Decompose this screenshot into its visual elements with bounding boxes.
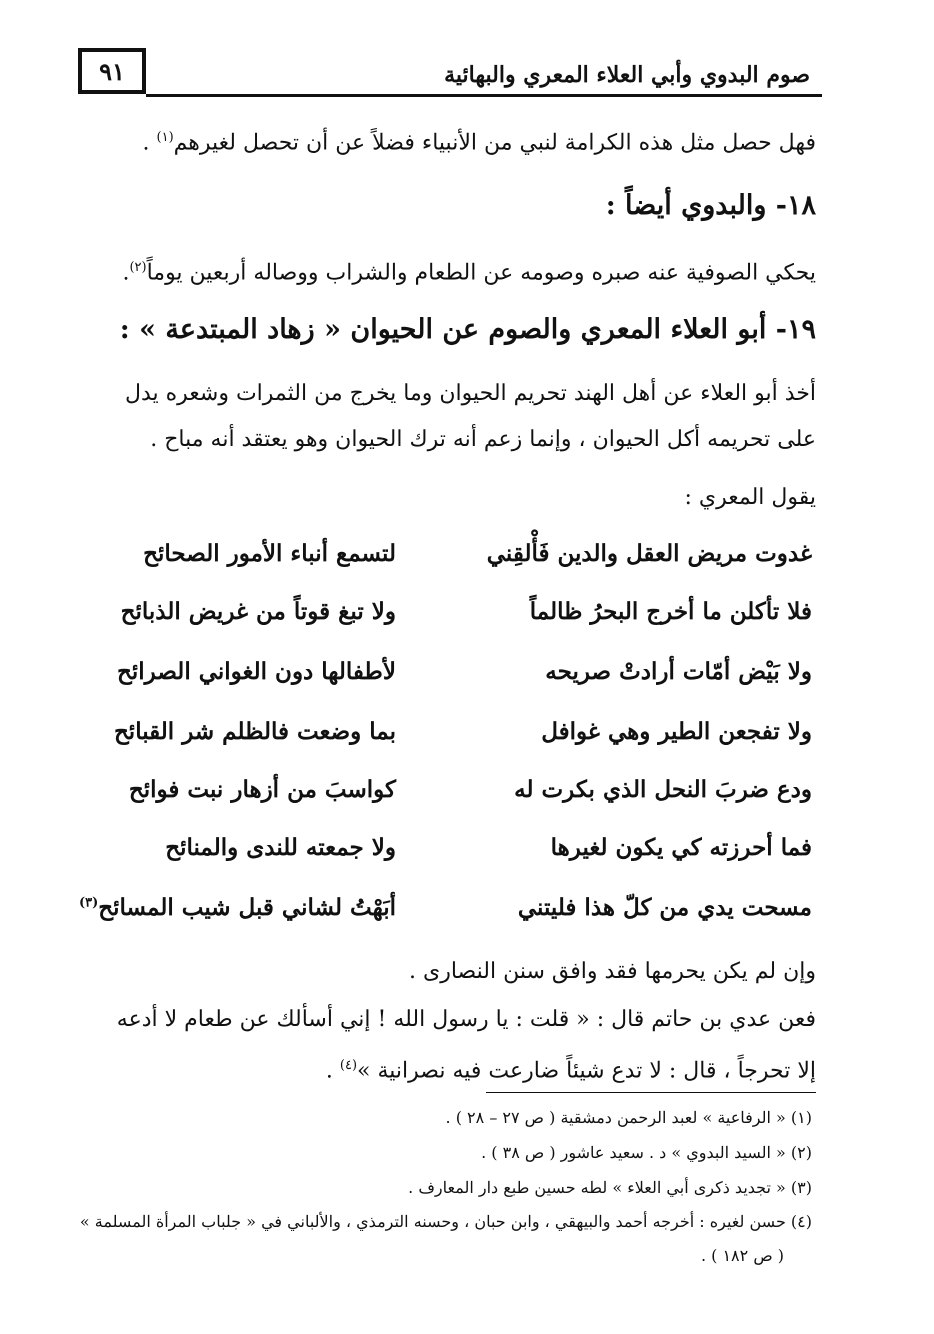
body-text: إلا تحرجاً ، قال : لا تدع شيئاً ضارعت فيه نصرانية » (357, 1058, 816, 1084)
page-number: ٩١ (99, 56, 125, 86)
body-text: فهل حصل مثل هذه الكرامة لنبي من الأنبياء فضلاً عن أن تحصل لغيرهم (173, 130, 816, 156)
footnote-4-continued: ( ص ١٨٢ ) . (700, 1246, 784, 1265)
hadith-line-1: فعن عدي بن حاتم قال : « قلت : يا رسول الله ! إني أسألك عن طعام لا أدعه (116, 1007, 816, 1032)
verse-4-second-hemistich: بما وضعت فالظلم شر القبائح (113, 718, 396, 745)
page-header (70, 40, 822, 102)
section-19-line-2: على تحريمه أكل الحيوان ، وإنما زعم أنه ترك الحيوان وهو يعتقد أنه مباح . (150, 427, 816, 452)
footnote-ref: (٤) (339, 1058, 358, 1073)
verse-3-first-hemistich: ولا بَيْض أمّات أرادتْ صريحه (545, 658, 812, 685)
footnote-2: (٢) « السيد البدوي » د . سعيد عاشور ( ص ٣٨ ) . (481, 1143, 812, 1162)
poem-intro: يقول المعري : (684, 485, 816, 510)
section-19-line-1: أخذ أبو العلاء عن أهل الهند تحريم الحيوان وما يخرج من الثمرات وشعره يدل (124, 381, 816, 406)
verse-text: أبَهْتُ لشاني قبل شيب المسائح (98, 894, 396, 921)
body-text: يحكي الصوفية عنه صبره وصومه عن الطعام والشراب ووصاله أربعين يوماً (146, 260, 816, 286)
verse-7-first-hemistich: مسحت يدي من كلّ هذا فليتني (517, 894, 812, 921)
verse-5-second-hemistich: كواسبَ من أزهار نبت فوائح (128, 776, 396, 803)
running-title: صوم البدوي وأبي العلاء المعري والبهائية (444, 62, 810, 88)
body-text-end: . (142, 130, 157, 156)
verse-1-second-hemistich: لتسمع أنباء الأمور الصحائح (143, 540, 396, 567)
verse-4-first-hemistich: ولا تفجعن الطير وهي غوافل (541, 718, 812, 745)
verse-1-first-hemistich: غدوت مريض العقل والدين فَأْلقِني (486, 540, 812, 567)
footnote-separator (486, 1092, 816, 1093)
section-heading-18: ١٨- والبدوي أيضاً : (605, 190, 816, 221)
page-number-box (78, 48, 146, 94)
footnote-3: (٣) « تجديد ذكرى أبي العلاء » لطه حسين طبع دار المعارف . (408, 1178, 812, 1197)
body-text-end: . (325, 1058, 340, 1084)
footnote-4: (٤) حسن لغيره : أخرجه أحمد والبيهقي ، وابن حبان ، وحسنه الترمذي ، والألباني في « جلباب المرأة المسلمة » (79, 1212, 812, 1231)
footnote-ref: (١) (156, 130, 174, 145)
verse-2-second-hemistich: ولا تبغ قوتاً من غريض الذبائح (120, 598, 396, 625)
verse-6-second-hemistich: ولا جمعته للندى والمنائح (165, 834, 396, 861)
body-text-end: . (122, 260, 130, 286)
footnote-ref: (٢) (129, 260, 147, 275)
section-18-paragraph (68, 246, 816, 295)
section-heading-19: ١٩- أبو العلاء المعري والصوم عن الحيوان « زهاد المبتدعة » : (119, 314, 816, 345)
hadith-line-2 (68, 1044, 816, 1093)
body-line (68, 116, 816, 165)
footnote-ref: (٣) (78, 895, 99, 911)
verse-6-first-hemistich: فما أحرزته كي يكون لغيرها (550, 834, 812, 861)
verse-2-first-hemistich: فلا تأكلن ما أخرج البحرُ ظالماً (529, 598, 812, 625)
verse-7-second-hemistich (66, 894, 396, 921)
header-rule (146, 94, 822, 97)
verse-5-first-hemistich: ودع ضربَ النحل الذي بكرت له (514, 776, 812, 803)
after-poem-line-1: وإن لم يكن يحرمها فقد وافق سنن النصارى . (409, 959, 816, 984)
verse-3-second-hemistich: لأطفالها دون الغواني الصرائح (117, 658, 396, 685)
footnote-1: (١) « الرفاعية » لعبد الرحمن دمشقية ( ص ٢٧ – ٢٨ ) . (445, 1108, 812, 1127)
